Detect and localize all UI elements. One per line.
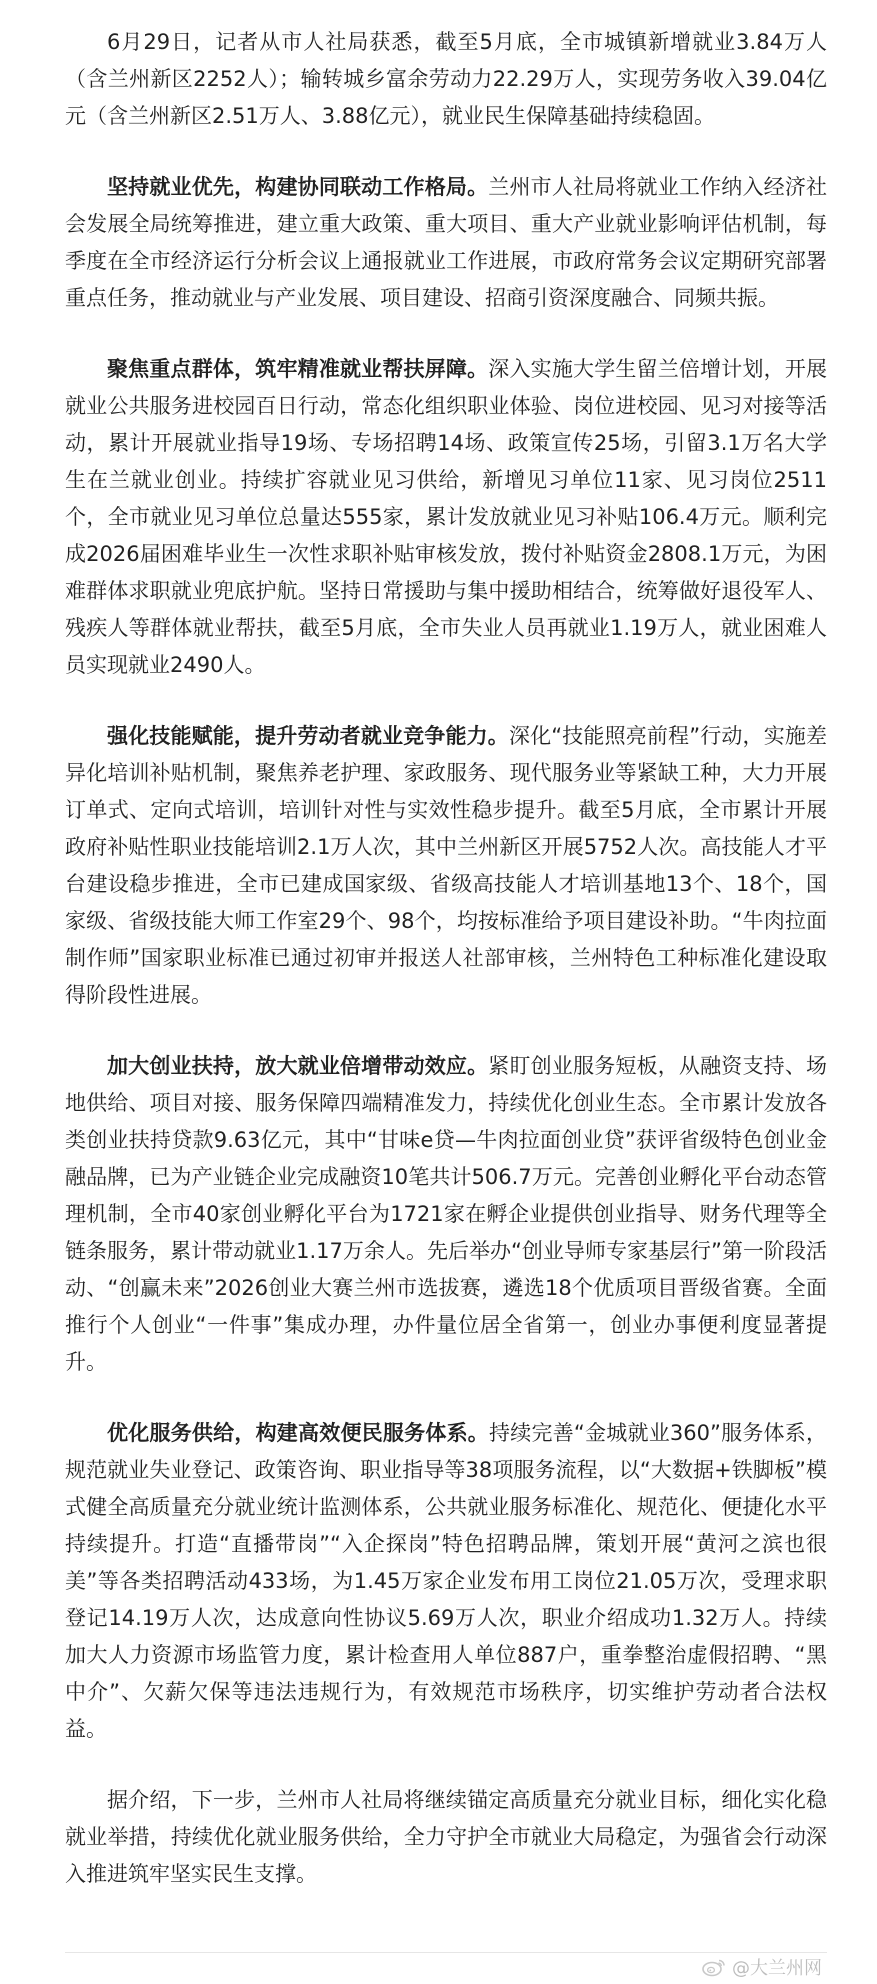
- paragraph-key-groups: [65, 351, 827, 684]
- paragraph-entrepreneurship: [65, 1048, 827, 1381]
- watermark: [702, 1954, 822, 1980]
- paragraph-lead: 优化服务供给，构建高效便民服务体系。: [107, 1421, 490, 1445]
- footer-divider: [65, 1952, 827, 1953]
- paragraph-text: 深入实施大学生留兰倍增计划，开展就业公共服务进校园百日行动，常态化组织职业体验、岗位进校园、见习对接等活动，累计开展就业指导19场、专场招聘14场、政策宣传25场，引留3.1万名大学生在兰就业创业。持续扩容就业见习供给，新增见习单位11家、见习岗位2511个，全市就业见习单位总量达555家，累计发放就业见习补贴106.4万元。顺利完成2026届困难毕业生一次性求职补贴审核发放，拨付补贴资金2808.1万元，为困难群体求职就业兜底护航。坚持日常援助与集中援助相结合，统筹做好退役军人、残疾人等群体就业帮扶，截至5月底，全市失业人员再就业1.19万人，就业困难人员实现就业2490人。: [65, 357, 828, 677]
- watermark-text: @大兰州网: [732, 1958, 822, 1979]
- paragraph-text: 紧盯创业服务短板，从融资支持、场地供给、项目对接、服务保障四端精准发力，持续优化创业生态。全市累计发放各类创业扶持贷款9.63亿元，其中“甘味e贷—牛肉拉面创业贷”获评省级特色创业金融品牌，已为产业链企业完成融资10笔共计506.7万元。完善创业孵化平台动态管理机制，全市40家创业孵化平台为1721家在孵企业提供创业指导、财务代理等全链条服务，累计带动就业1.17万余人。先后举办“创业导师专家基层行”第一阶段活动、“创赢未来”2026创业大赛兰州市选拔赛，遴选18个优质项目晋级省赛。全面推行个人创业“一件事”集成办理，办件量位居全省第一，创业办事便利度显著提升。: [65, 1054, 828, 1374]
- paragraph-intro: [65, 24, 827, 135]
- paragraph-text: 兰州市人社局将就业工作纳入经济社会发展全局统筹推进，建立重大政策、重大项目、重大产业就业影响评估机制，每季度在全市经济运行分析会议上通报就业工作进展，市政府常务会议定期研究部署重点任务，推动就业与产业发展、项目建设、招商引资深度融合、同频共振。: [65, 175, 828, 310]
- paragraph-text: 深化“技能照亮前程”行动，实施差异化培训补贴机制，聚焦养老护理、家政服务、现代服务业等紧缺工种，大力开展订单式、定向式培训，培训针对性与实效性稳步提升。截至5月底，全市累计开展政府补贴性职业技能培训2.1万人次，其中兰州新区开展5752人次。高技能人才平台建设稳步推进，全市已建成国家级、省级高技能人才培训基地13个、18个，国家级、省级技能大师工作室29个、98个，均按标准给予项目建设补助。“牛肉拉面制作师”国家职业标准已通过初审并报送人社部审核，兰州特色工种标准化建设取得阶段性进展。: [65, 724, 828, 1007]
- paragraph-lead: 加大创业扶持，放大就业倍增带动效应。: [107, 1054, 489, 1078]
- paragraph-text: 持续完善“金城就业360”服务体系，规范就业失业登记、政策咨询、职业指导等38项服务流程，以“大数据+铁脚板”模式健全高质量充分就业统计监测体系，公共就业服务标准化、规范化、便捷化水平持续提升。打造“直播带岗”“入企探岗”特色招聘品牌，策划开展“黄河之滨也很美”等各类招聘活动433场，为1.45万家企业发布用工岗位21.05万次，受理求职登记14.19万人次，达成意向性协议5.69万人次，职业介绍成功1.32万人。持续加大人力资源市场监管力度，累计检查用人单位887户，重拳整治虚假招聘、“黑中介”、欠薪欠保等违法违规行为，有效规范市场秩序，切实维护劳动者合法权益。: [65, 1421, 828, 1741]
- paragraph-skills: [65, 718, 827, 1014]
- paragraph-lead: 强化技能赋能，提升劳动者就业竞争能力。: [107, 724, 509, 748]
- paragraph-lead: 坚持就业优先，构建协同联动工作格局。: [107, 175, 489, 199]
- weibo-icon: [702, 1957, 726, 1977]
- paragraph-text: 6月29日，记者从市人社局获悉，截至5月底，全市城镇新增就业3.84万人（含兰州新区2252人）；输转城乡富余劳动力22.29万人，实现劳务收入39.04亿元（含兰州新区2.51万人、3.88亿元），就业民生保障基础持续稳固。: [65, 30, 827, 128]
- paragraph-text: 据介绍，下一步，兰州市人社局将继续锚定高质量充分就业目标，细化实化稳就业举措，持续优化就业服务供给，全力守护全市就业大局稳定，为强省会行动深入推进筑牢坚实民生支撑。: [65, 1788, 827, 1886]
- paragraph-employment-priority: [65, 169, 827, 317]
- paragraph-next-steps: [65, 1782, 827, 1893]
- paragraph-services: [65, 1415, 827, 1748]
- paragraph-lead: 聚焦重点群体，筑牢精准就业帮扶屏障。: [107, 357, 489, 381]
- footer: [0, 1952, 877, 1984]
